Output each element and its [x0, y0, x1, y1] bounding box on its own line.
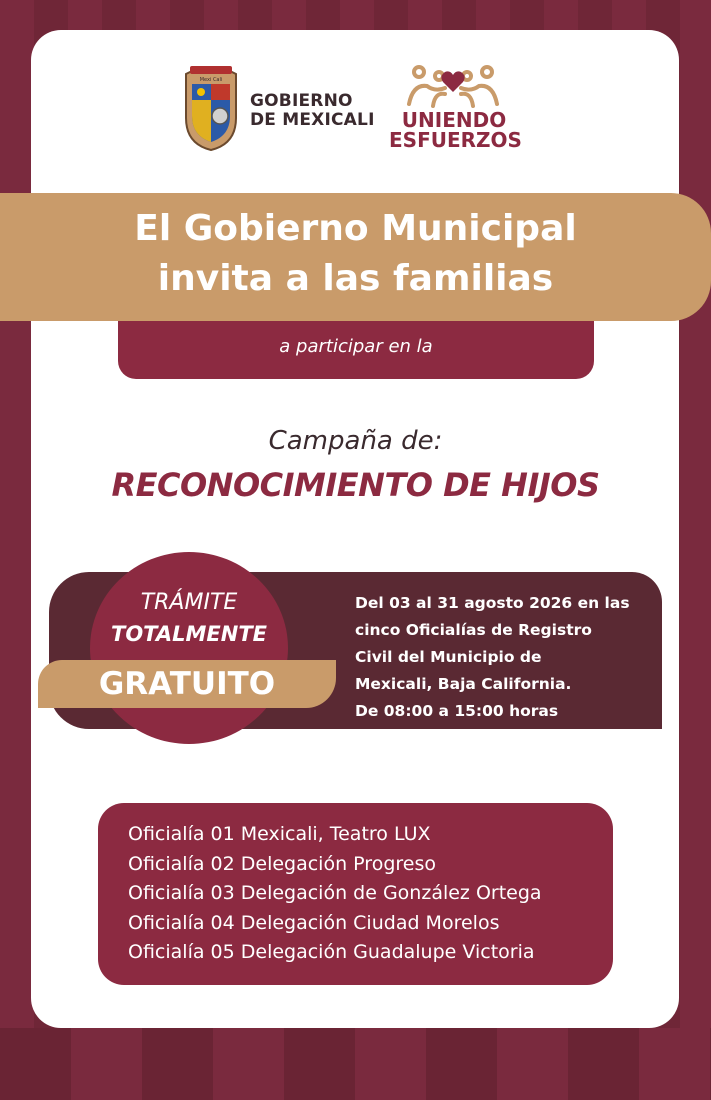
detail-line: cinco Oficialías de Registro	[355, 621, 592, 639]
campaign-logo-text	[389, 108, 522, 152]
detail-line: Del 03 al 31 agosto 2026 en las	[355, 594, 630, 612]
subtitle: a participar en la	[279, 336, 433, 357]
campaign-title: RECONOCIMIENTO DE HIJOS	[111, 466, 600, 504]
tramite-line-2: TOTALMENTE	[111, 622, 267, 646]
tramite-line-1: TRÁMITE	[140, 590, 238, 615]
campaign-label: Campaña de:	[268, 426, 443, 456]
seal-text: Mexi Cali	[199, 77, 223, 83]
list-item: Oficialía 03 Delegación de González Ortega	[128, 882, 542, 904]
campaign-line-2: ESFUERZOS	[389, 128, 522, 152]
gov-line-1: GOBIERNO	[250, 91, 353, 111]
list-item: Oficialía 01 Mexicali, Teatro LUX	[128, 823, 431, 845]
campaign-line-1: UNIENDO	[401, 108, 507, 132]
landmarks-strip	[0, 1028, 711, 1100]
detail-line: De 08:00 a 15:00 horas	[355, 702, 559, 720]
detail-line: Civil del Municipio de	[355, 648, 542, 666]
headline-line-2: invita a las familias	[157, 258, 554, 299]
detail-line: Mexicali, Baja California.	[355, 675, 572, 693]
government-name	[250, 92, 375, 130]
tramite-line-3: GRATUITO	[98, 666, 276, 702]
headline-line-1: El Gobierno Municipal	[134, 208, 577, 249]
free-badge-circle	[90, 552, 288, 744]
gov-line-2: DE MEXICALI	[250, 110, 375, 130]
family-hearts-icon	[405, 62, 501, 110]
list-item: Oficialía 05 Delegación Guadalupe Victoria	[128, 941, 535, 963]
list-item: Oficialía 04 Delegación Ciudad Morelos	[128, 911, 500, 934]
mexicali-seal-icon	[182, 60, 240, 152]
oficialias-list	[98, 803, 613, 985]
headline	[0, 204, 711, 304]
schedule-details	[355, 590, 655, 725]
list-item: Oficialía 02 Delegación Progreso	[128, 852, 436, 875]
